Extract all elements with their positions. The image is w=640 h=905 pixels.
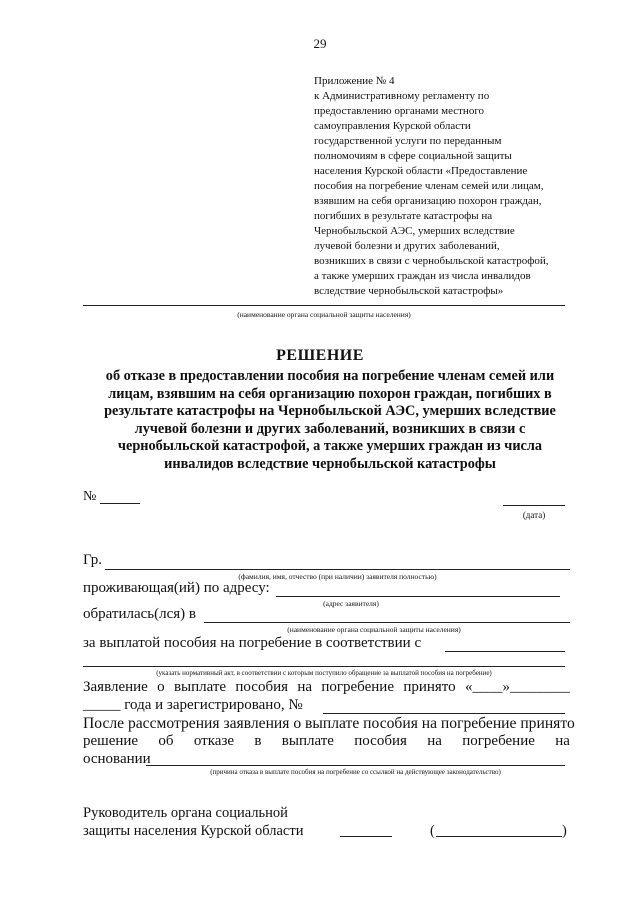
appendix-line: к Административному регламенту по — [314, 90, 490, 102]
applied-caption: (наименование органа социальной защиты населения) — [287, 625, 461, 634]
word: принято — [403, 679, 456, 695]
appendix-line: вследствие чернобыльской катастрофы» — [314, 285, 504, 297]
registration-number-line — [323, 713, 565, 714]
name-open-paren: ( — [430, 823, 435, 839]
word: погребение — [321, 679, 394, 695]
registered-text: _____ года и зарегистрировано, № — [83, 697, 303, 713]
word: Заявление — [83, 679, 148, 695]
appendix-line: взявшим на себя организацию похорон граждан, — [314, 195, 542, 207]
decision-line — [83, 733, 570, 750]
document-subtitle — [60, 368, 600, 473]
appendix-line: государственной услуги по переданным — [314, 135, 502, 147]
word: на — [555, 733, 570, 749]
appendix-line: предоставлению органами местного — [314, 105, 485, 117]
citizen-label: Гр. — [83, 552, 102, 568]
appendix-line: погибших в результате катастрофы на — [314, 210, 493, 222]
appendix-line: самоуправления Курской области — [314, 120, 471, 132]
appendix-line: а также умерших граждан из числа инвалидов — [314, 270, 531, 282]
word: пособия — [235, 679, 289, 695]
number-line — [100, 503, 140, 504]
word: отказе — [193, 733, 235, 749]
number-label: № — [83, 489, 97, 504]
appendix-line: населения Курской области «Предоставление — [314, 165, 528, 177]
document-title: РЕШЕНИЕ — [276, 347, 364, 364]
word: на — [297, 679, 313, 695]
citizen-caption: (фамилия, имя, отчество (при наличии) заявителя полностью) — [238, 572, 437, 581]
name-close-paren: ) — [562, 823, 567, 839]
word: решение — [83, 733, 139, 749]
word: выплате — [173, 679, 227, 695]
applied-line — [204, 622, 570, 623]
act-caption: (указать нормативный акт, в соответствии с которым поступило обращение за выплатой пособия на погребение) — [156, 669, 492, 677]
word: пособия — [354, 733, 407, 749]
payment-line — [445, 651, 565, 652]
subtitle-line: инвалидов вследствие чернобыльской катастрофы — [164, 455, 496, 472]
word: погребение — [462, 733, 535, 749]
payment-label: за выплатой пособия на погребение в соответствии с — [83, 635, 422, 651]
organ-name-line — [83, 305, 565, 306]
signature-line — [340, 836, 392, 837]
basis-label: основании — [83, 751, 151, 767]
word: на — [427, 733, 442, 749]
address-line — [276, 596, 560, 597]
head-title-line2: защиты населения Курской области — [83, 823, 304, 839]
subtitle-line: лучевой болезни и других заболеваний, возникших в связи с — [134, 420, 526, 437]
date-line — [503, 505, 565, 506]
word: выплате — [281, 733, 334, 749]
citizen-line — [105, 569, 570, 570]
applied-label: обратилась(лся) в — [83, 606, 196, 622]
appendix-line: полномочиям в сфере социальной защиты — [314, 150, 512, 162]
name-line — [436, 836, 562, 837]
act-line — [83, 666, 565, 667]
appendix-line: пособия на погребение членам семей или лицам, — [314, 180, 544, 192]
word: об — [158, 733, 174, 749]
after-review-text: После рассмотрения заявления о выплате пособия на погребение принято — [83, 715, 575, 732]
appendix-line: Чернобыльской АЭС, умерших вследствие — [314, 225, 515, 237]
application-accepted-line — [83, 679, 570, 696]
reason-caption: (причина отказа в выплате пособия на погребение со ссылкой на действующее законодательство) — [210, 768, 501, 776]
appendix-line: Приложение № 4 — [314, 75, 395, 87]
address-label: проживающая(ий) по адресу: — [83, 580, 270, 596]
page-number: 29 — [313, 36, 327, 51]
subtitle-line: об отказе в предоставлении пособия на погребение членам семей или — [105, 368, 555, 384]
application-date-blank: «____»________ — [464, 679, 570, 695]
head-title-line1: Руководитель органа социальной — [83, 805, 288, 821]
appendix-block — [314, 74, 614, 299]
address-caption: (адрес заявителя) — [323, 599, 379, 608]
organ-name-caption: (наименование органа социальной защиты населения) — [237, 310, 411, 319]
date-caption: (дата) — [522, 510, 546, 520]
appendix-line: лучевой болезни и других заболеваний, — [314, 240, 500, 252]
basis-line — [146, 765, 565, 766]
appendix-line: возникших в связи с чернобыльской катастрофой, — [314, 255, 549, 267]
subtitle-line: результате катастрофы на Чернобыльской АЭС, умерших вследствие — [104, 403, 556, 419]
word: о — [157, 679, 165, 695]
subtitle-line: лицам, взявшим на себя организацию похорон граждан, погибших в — [108, 385, 552, 402]
word: в — [254, 733, 262, 749]
subtitle-line: чернобыльской катастрофой, а также умерших граждан из числа — [117, 438, 543, 454]
